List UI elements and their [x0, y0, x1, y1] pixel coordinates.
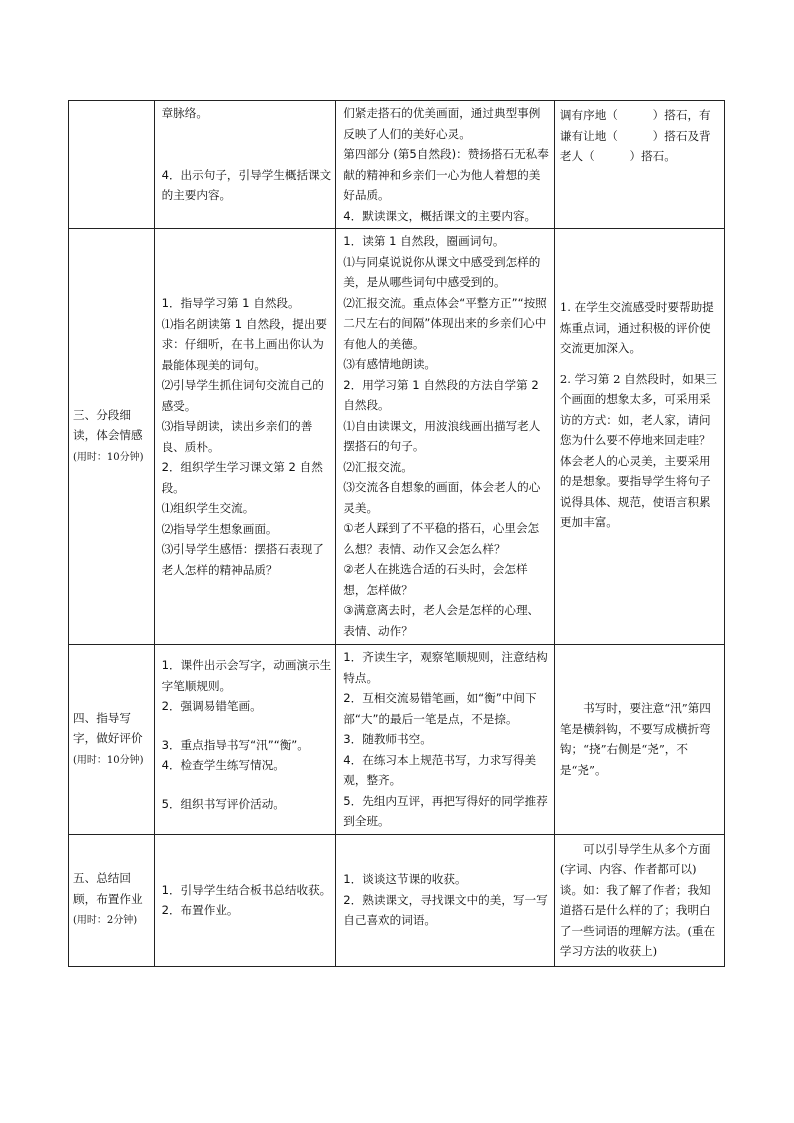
student-line: 1．齐读生字，观察笔顺规则，注意结构特点。: [343, 650, 548, 685]
note-line: 书写时，要注意“汛”第四笔是横斜钩，不要写成横折弯钩；“挠”右侧是“尧”，不是“尧”。: [559, 701, 711, 777]
stage-title: 五、总结回顾，布置作业: [73, 871, 143, 906]
teacher-line: 2．强调易错笔画。: [161, 699, 262, 713]
teacher-line: 1．引导学生结合板书总结收获。: [161, 882, 332, 897]
student-line: 们紧走搭石的优美画面，通过典型事例反映了人们的美好心灵。: [343, 106, 541, 141]
teacher-line: 1．指导学习第 1 自然段。: [161, 296, 300, 310]
table-row: [69, 229, 725, 645]
student-activity-cell: [336, 834, 555, 966]
design-note-cell: [554, 101, 724, 229]
teacher-line: 1．课件出示会写字，动画演示生字笔顺规则。: [161, 658, 332, 693]
spacer: [162, 124, 332, 165]
student-line: ⑶有感情地朗读。: [343, 357, 437, 371]
student-line: ⑴自由读课文，用波浪线画出描写老人摆搭石的句子。: [343, 418, 541, 453]
student-line: 3．随教师书空。: [343, 732, 432, 746]
teacher-activity-cell: [154, 101, 336, 229]
stage-cell: [69, 834, 155, 966]
student-line: ①老人踩到了不平稳的搭石，心里会怎么想？表情、动作又会怎么样？: [343, 521, 540, 556]
teacher-line: 3．重点指导书写“汛”“衡”。: [161, 737, 309, 752]
table-row: [69, 101, 725, 229]
stage-title: 三、分段细读，体会情感: [73, 407, 143, 443]
student-line: ⑴与同桌说说你从课文中感受到怎样的美，是从哪些词句中感受到的。: [343, 254, 541, 289]
stage-time: (用时：10分钟): [73, 451, 144, 463]
student-line: 4．在练习本上规范书写，力求写得美观，整齐。: [343, 752, 537, 787]
student-line: 5．先组内互评，再把写得好的同学推荐到全班。: [343, 793, 548, 828]
teacher-line: ⑵引导学生抓住词句交流自己的感受。: [161, 378, 324, 413]
lesson-plan-table: [68, 100, 725, 967]
teacher-line: ⑴指名朗读第 1 自然段，提出要求：仔细听，在书上画出你认为最能体现美的词句。: [161, 316, 328, 372]
note-line: 1. 在学生交流感受时要帮助提炼重点词，通过积极的评价使交流更加深入。: [559, 300, 714, 355]
teacher-activity-cell: [154, 229, 336, 645]
student-line: ③满意离去时，老人会是怎样的心理、表情、动作？: [343, 603, 540, 638]
stage-cell: [69, 645, 155, 835]
table-row: [69, 834, 725, 966]
student-line: 第四部分 (第5自然段)：赞扬搭石无私奉献的精神和乡亲们一心为他人着想的美好品质。: [343, 147, 549, 202]
teacher-line: 章脉络。: [161, 106, 208, 120]
spacer: [560, 359, 719, 369]
stage-title: 四、指导写字，做好评价: [73, 710, 143, 745]
teacher-line: ⑴组织学生交流。: [161, 501, 255, 515]
teacher-line: ⑵指导学生想象画面。: [161, 521, 278, 536]
teacher-line: 4．检查学生练写情况。: [161, 758, 285, 772]
student-line: 1．谈谈这节课的收获。: [343, 872, 467, 887]
design-note-cell: [554, 834, 724, 966]
design-note-cell: [554, 645, 724, 835]
note-line: 2. 学习第 2 自然段时，如果三个画面的想象太多，可采用采访的方式：如，老人家，请问您为什么要不停地来回走哇？体会老人的心灵美，主要采用的是想象。要指导学生将句子说得具体、规范，使语言积累更加丰富。: [559, 371, 717, 529]
spacer: [162, 717, 332, 735]
design-note-cell: [554, 229, 724, 645]
teacher-line: 2．组织学生学习课文第 2 自然段。: [161, 460, 323, 495]
teacher-line: 2．布置作业。: [161, 903, 239, 917]
teacher-line: 5．组织书写评价活动。: [161, 796, 285, 811]
note-line: 可以引导学生从多个方面 (字词、内容、作者都可以) 谈。如：我了解了作者；我知道搭石是什么样的了；我明白了一些词语的理解方法。(重在学习方法的收获上): [559, 841, 716, 958]
student-line: 2．熟读课文，寻找课文中的美，写一写自己喜欢的词语。: [343, 892, 548, 928]
student-activity-cell: [336, 645, 555, 835]
student-line: ②老人在挑选合适的石头时，会怎样想，怎样做？: [343, 562, 528, 597]
student-line: 4．默读课文，概括课文的主要内容。: [343, 208, 537, 223]
student-line: ⑵汇报交流。: [343, 459, 413, 474]
stage-time: (用时：10分钟): [73, 754, 144, 766]
teacher-activity-cell: [154, 645, 336, 835]
student-line: 2．用学习第 1 自然段的方法自学第 2 自然段。: [343, 377, 539, 412]
student-activity-cell: [336, 101, 555, 229]
student-line: 1．读第 1 自然段，圈画词句。: [343, 234, 505, 248]
table-row: [69, 645, 725, 835]
student-line: 2．互相交流易错笔画，如“衡”中间下部“大”的最后一笔是点，不是捺。: [343, 691, 537, 726]
teacher-activity-cell: [154, 834, 336, 966]
teacher-line: ⑶引导学生感悟：摆搭石表现了老人怎样的精神品质？: [161, 542, 324, 577]
stage-cell: [69, 229, 155, 645]
stage-cell: [69, 101, 155, 229]
teacher-line: ⑶指导朗读，读出乡亲们的善良、质朴。: [161, 419, 313, 454]
stage-time: (用时：2分钟): [73, 915, 138, 927]
teacher-line: 4．出示句子，引导学生概括课文的主要内容。: [161, 167, 332, 202]
student-line: ⑵汇报交流。重点体会“平整方正”“按照二尺左右的间隔”体现出来的乡亲们心中有他人的美德。: [343, 295, 547, 351]
note-line: 调有序地（ ）搭石，有谦有让地（ ）搭石及背老人（ ）搭石。: [559, 108, 711, 163]
student-activity-cell: [336, 229, 555, 645]
student-line: ⑶交流各自想象的画面，体会老人的心灵美。: [343, 480, 541, 515]
spacer: [162, 776, 332, 794]
